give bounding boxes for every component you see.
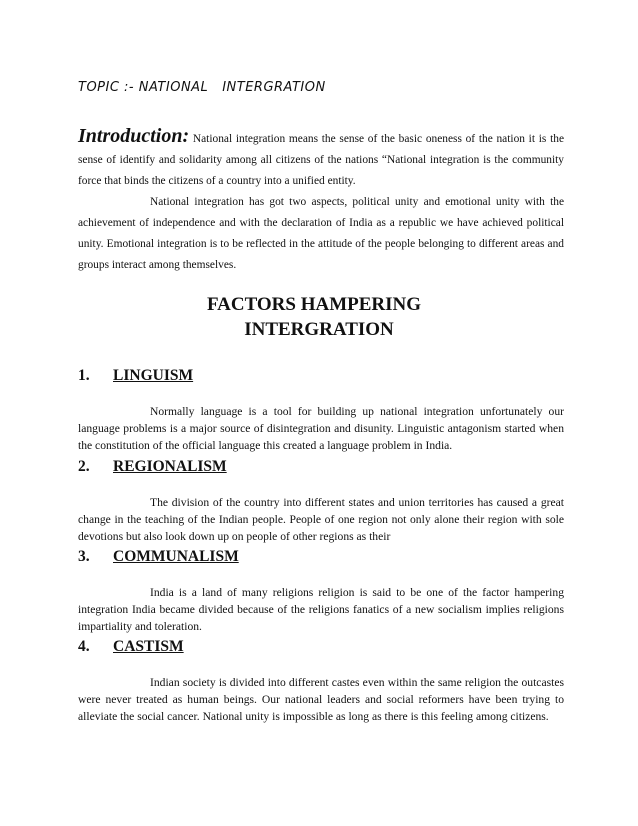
factor-number: 3. [78,548,90,565]
factor-section-linguism [78,367,564,454]
factor-section-castism [78,638,564,725]
heading-line-1: FACTORS HAMPERING [206,294,422,315]
factor-body: Normally language is a tool for building up national integration unfortunately our language problems is a major source of disintegration and disunity. Linguistic antagonism started when the constitution of the official language this created a language problem in India. [78,405,564,452]
factor-title [78,367,564,389]
intro-text-1: National integration means the sense of the basic oneness of the nation it is the sense of identify and solidarity among all citizens of the nations “National integration is the community force that binds the citizens of a country into a unified entity. [78,133,564,187]
factor-name: LINGUISM [113,367,194,384]
section-heading [0,292,638,342]
factor-body: The division of the country into different states and union territories has caused a great change in the teaching of the Indian people. People of one region not only alone their region with sole devotions but also look down up on people of other regions as their [78,496,564,543]
factor-body: India is a land of many religions religion is said to be one of the factor hampering integration India became divided because of the religions fanatics of a new socialism implies religions impartiality and toleration. [78,586,564,633]
factor-title [78,548,564,570]
factor-number: 4. [78,638,90,655]
factor-name: COMMUNALISM [113,548,239,565]
factor-number: 2. [78,458,90,475]
factor-title [78,458,564,480]
intro-lead: Introduction [78,125,183,147]
factor-title [78,638,564,660]
topic-line: TOPIC :- NATIONAL INTERGRATION [78,80,326,95]
factor-name: REGIONALISM [113,458,227,475]
intro-paragraph-1 [78,126,564,192]
factor-section-communalism [78,548,564,635]
intro-colon: : [182,125,190,147]
factor-body: Indian society is divided into different castes even within the same religion the outcastes were never treated as human beings. Our national leaders and social reformers have been trying to alleviate the social cancer. National unity is impossible as long as there is this feeling among citizens. [78,676,564,723]
factor-name: CASTISM [113,638,184,655]
factor-section-regionalism [78,458,564,545]
factor-number: 1. [78,367,90,384]
heading-line-2: INTERGRATION [244,319,394,340]
introduction [78,126,564,276]
intro-paragraph-2: National integration has got two aspects, political unity and emotional unity with the achievement of independence and with the declaration of India as a republic we have achieved political unity. Emotional integration is to be reflected in the attitude of the people belonging to different areas and groups interact among themselves. [78,196,564,271]
